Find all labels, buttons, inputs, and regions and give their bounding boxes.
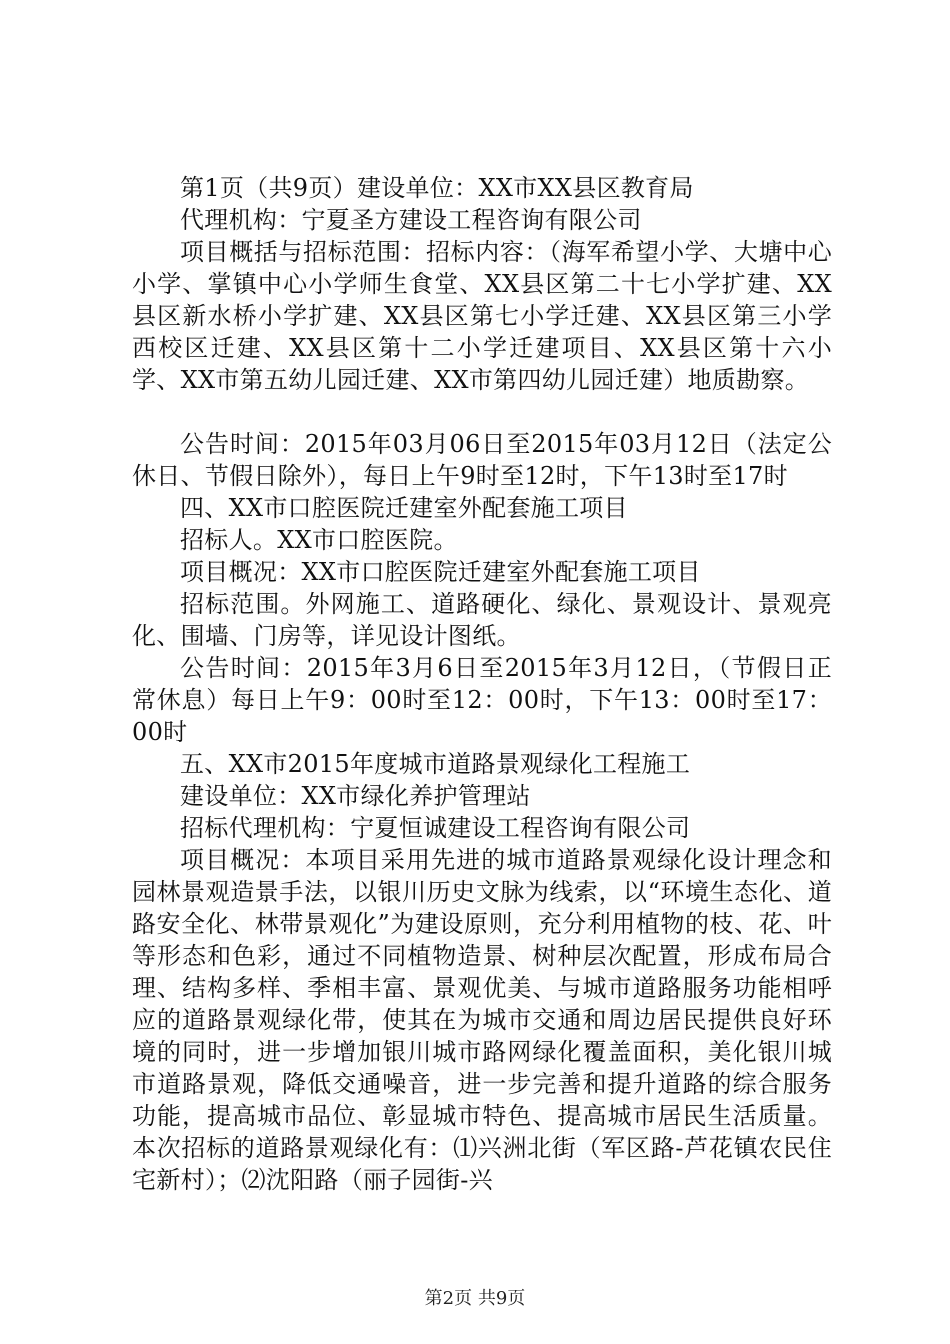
paragraph-project-overview-4: 项目概况：XX市口腔医院迁建室外配套施工项目 (180, 558, 701, 586)
page-number-footer: 第2页 共9页 (424, 1288, 526, 1309)
paragraph-project-overview-5: 项目概况：本项目采用先进的城市道路景观绿化设计理念和园林景观造景手法，以银川历史文脉为线索，以“环境生态化、道路安全化、林带景观化”为建设原则，充分利用植物的枝、花、叶等形态和色彩，通过不同植物造景、树种层次配置，形成布局合理、结构多样、季相丰富、景观优美、与城市道路服务功能相呼应的道路景观绿化带，使其在为城市交通和周边居民提供良好环境的同时，进一步增加银川城市路网绿化覆盖面积，美化银川城市道路景观，降低交通噪音，进一步完善和提升道路的综合服务功能，提高城市品位、彰显城市特色、提高城市居民生活质量。本次招标的道路景观绿化有：⑴兴洲北街（军区路-芦花镇农民住宅新村）；⑵沈阳路（丽子园街-兴 (132, 846, 832, 1194)
paragraph-notice-time-2: 公告时间：2015年3月6日至2015年3月12日，（节假日正常休息）每日上午9：00时至12：00时，下午13：00时至17：00时 (132, 654, 832, 746)
paragraph-section-5-title: 五、XX市2015年度城市道路景观绿化工程施工 (180, 750, 691, 778)
paragraph-agency: 代理机构：宁夏圣方建设工程咨询有限公司 (180, 206, 642, 234)
paragraph-agency-5: 招标代理机构：宁夏恒诚建设工程咨询有限公司 (180, 814, 691, 842)
paragraph-header-unit: 第1页（共9页）建设单位：XX市XX县区教育局 (180, 174, 694, 202)
paragraph-project-scope: 项目概括与招标范围：招标内容：（海军希望小学、大塘中心小学、掌镇中心小学师生食堂、XX县区第二十七小学扩建、XX县区新水桥小学扩建、XX县区第七小学迁建、XX县区第三小学西校区迁建、XX县区第十二小学迁建项目、XX县区第十六小学、XX市第五幼儿园迁建、XX市第四幼儿园迁建）地质勘察。 (132, 238, 832, 394)
paragraph-construction-unit-5: 建设单位：XX市绿化养护管理站 (180, 782, 531, 810)
paragraph-tenderer: 招标人。XX市口腔医院。 (180, 526, 458, 554)
paragraph-notice-time-1: 公告时间：2015年03月06日至2015年03月12日（法定公休日、节假日除外），每日上午9时至12时，下午13时至17时 (132, 430, 832, 490)
paragraph-tender-scope-4: 招标范围。外网施工、道路硬化、绿化、景观设计、景观亮化、围墙、门房等，详见设计图纸。 (132, 590, 832, 650)
paragraph-section-4-title: 四、XX市口腔医院迁建室外配套施工项目 (180, 494, 628, 522)
document-body (132, 172, 832, 1196)
